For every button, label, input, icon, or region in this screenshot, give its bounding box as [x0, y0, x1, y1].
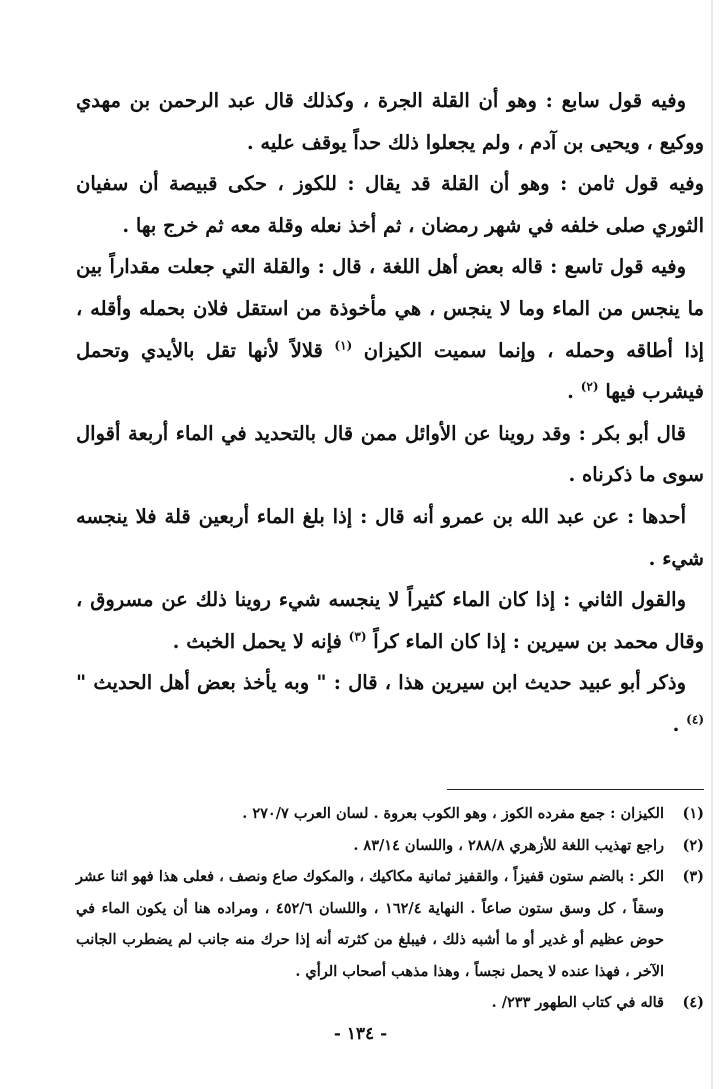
footnote-number: (٤) [682, 994, 704, 1011]
paragraph-text: . [567, 380, 574, 404]
paragraph-text: قلالاً لأنها تقل بالأيدي وتحمل فيشرب فيها [76, 338, 704, 404]
footnote-text: الكيزان : جمع مفرده الكوز ، وهو الكوب بعروة . لسان العرب ٢٧٠/٧ . [242, 805, 664, 822]
paragraph-text: قال أبو بكر : وقد روينا عن الأوائل ممن قال بالتحديد في الماء أربعة أقوال سوى ما ذكرناه . [76, 421, 704, 487]
paragraph-text: وذكر أبو عبيد حديث ابن سيرين هذا ، قال : " وبه يأخذ بعض أهل الحديث " [76, 671, 686, 695]
paragraph-text: وفيه قول سابع : وهو أن القلة الجرة ، وكذلك قال عبد الرحمن بن مهدي ووكيع ، ويحيى بن آدم ، ولم يجعلوا ذلك حداً يوقف عليه . [76, 89, 704, 154]
footnote [76, 798, 704, 830]
footnote [76, 861, 704, 987]
paragraph [76, 496, 704, 579]
paragraph [76, 80, 704, 163]
paragraph [76, 246, 704, 412]
footnote-ref[interactable]: (١) [334, 338, 353, 353]
paragraph [76, 579, 704, 662]
paragraph [76, 662, 704, 745]
footnote-ref[interactable]: (٢) [580, 379, 599, 394]
footnote [76, 987, 704, 1019]
paragraph [76, 163, 704, 246]
main-text [76, 80, 704, 746]
footnote-ref[interactable]: (٣) [348, 629, 367, 644]
page-edge-shadow [711, 0, 713, 1089]
footnote-number: (١) [682, 805, 704, 822]
paragraph-text: . [672, 712, 680, 736]
footnotes [76, 798, 704, 1019]
paragraph-text: وفيه قول ثامن : وهو أن القلة قد يقال : للكوز ، حكى قبيصة أن سفيان الثوري صلى خلفه في شهر رمضان ، ثم أخذ نعله وقلة معه ثم خرج بها . [76, 172, 704, 237]
paragraph [76, 413, 704, 496]
footnote-number: (٣) [682, 868, 704, 885]
paragraph-text: أحدها : عن عبد الله بن عمرو أنه قال : إذا بلغ الماء أربعين قلة فلا ينجسه شيء . [76, 504, 704, 570]
page-number: - ١٣٤ - [333, 1024, 388, 1044]
footnote [76, 830, 704, 862]
paragraph-text: وفيه قول تاسع : قاله بعض أهل اللغة ، قال : والقلة التي جعلت مقداراً بين ما ينجس من الماء وما لا ينجس ، هي مأخوذة من استقل فلان بحمله وأقله ، إذا أطاقه وحمله ، وإنما سميت الكيزان [76, 255, 704, 362]
footnote-text: راجع تهذيب اللغة للأزهري ٢٨٨/٨ ، واللسان ٨٣/١٤ . [353, 836, 664, 854]
footnote-ref[interactable]: (٤) [686, 712, 704, 727]
paragraph-text: والقول الثاني : إذا كان الماء كثيراً لا ينجسه شيء روينا ذلك عن مسروق ، وقال محمد بن سيرين : إذا كان الماء كراً [76, 588, 704, 653]
footnote-number: (٢) [682, 836, 704, 854]
footnote-text: قاله في كتاب الطهور ٢٣٣/ . [491, 994, 664, 1011]
footnote-divider [447, 789, 704, 790]
paragraph-text: فإنه لا يحمل الخبث . [172, 629, 342, 653]
footnote-text: الكر : بالضم ستون قفيزاً ، والقفيز ثمانية مكاكيك ، والمكوك صاع ونصف ، فعلى هذا فهو اثنا عشر وسقاً ، كل وسق ستون صاعاً . النهاية ١٦٢/٤ ، واللسان ٤٥٢/٦ ، ومراده هنا أن يكون الماء في حوض عظيم أو غدير أو ما أشبه ذلك ، فيبلغ من كثرته أنه إذا حرك منه جانب لم يضطرب الجانب الآخر ، فهذا عنده لا يحمل نجساً ، وهذا مذهب أصحاب الرأي . [76, 868, 665, 980]
